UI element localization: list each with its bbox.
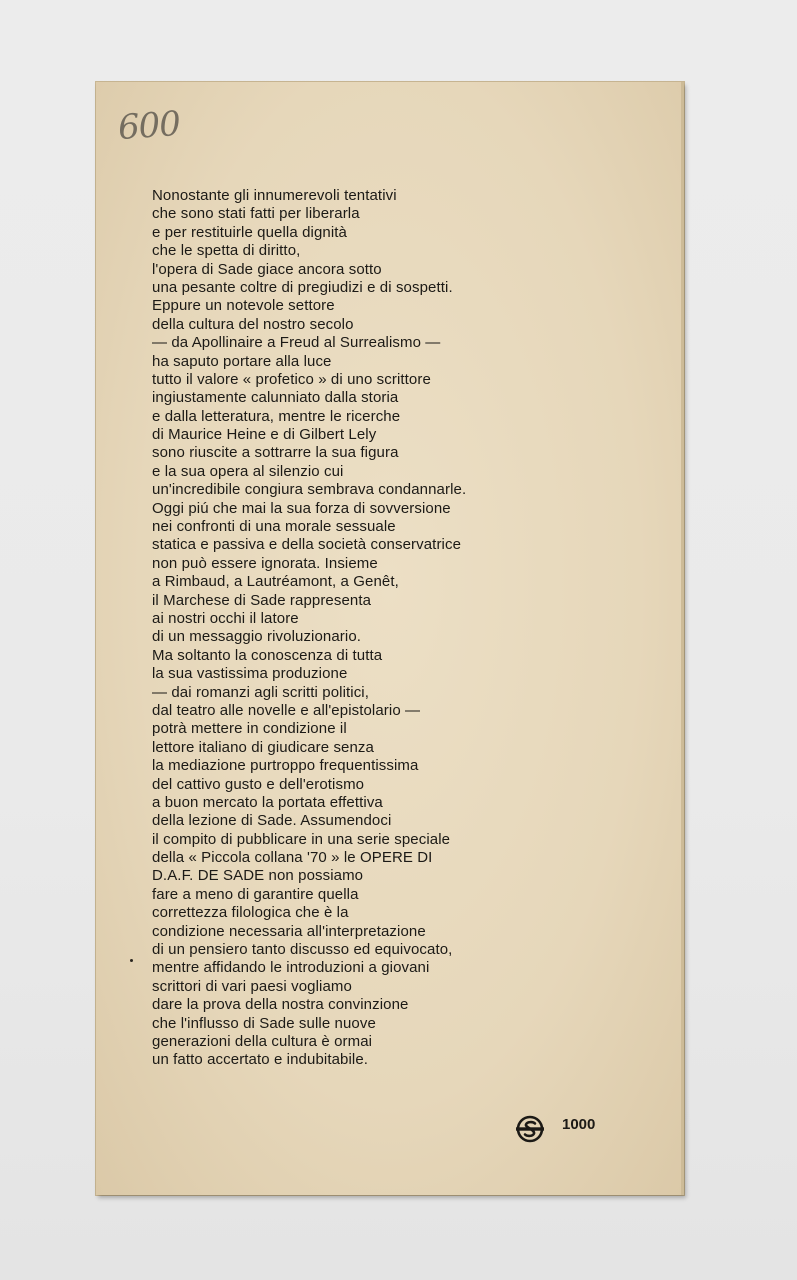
blurb-line: fare a meno di garantire quella: [152, 885, 359, 903]
blurb-line: la mediazione purtroppo frequentissima: [152, 757, 419, 775]
blurb-line: della cultura del nostro secolo: [152, 315, 354, 333]
blurb-line: e dalla letteratura, mentre le ricerche: [152, 407, 401, 425]
blurb-line: generazioni della cultura è ormai: [152, 1032, 373, 1050]
publisher-logo-icon: [516, 1115, 544, 1143]
blurb-line: l'opera di Sade giace ancora sotto: [152, 260, 382, 278]
blurb-line: condizione necessaria all'interpretazione: [152, 922, 426, 940]
blurb-line: e la sua opera al silenzio cui: [152, 462, 344, 480]
handwritten-price-note: 600: [116, 103, 182, 149]
blurb-line: un fatto accertato e indubitabile.: [152, 1051, 369, 1069]
blurb-line: potrà mettere in condizione il: [152, 720, 347, 738]
blurb-line: del cattivo gusto e dell'erotismo: [152, 775, 365, 793]
blurb-line: e per restituirle quella dignità: [152, 223, 347, 241]
blurb-line: una pesante coltre di pregiudizi e di sospetti.: [152, 278, 453, 296]
blurb-line: che le spetta di diritto,: [152, 242, 301, 260]
back-cover-blurb: [152, 187, 622, 1070]
blurb-line: dal teatro alle novelle e all'epistolario —: [152, 701, 421, 719]
blurb-line: della « Piccola collana '70 » le OPERE DI: [152, 849, 433, 867]
blurb-line: ingiustamente calunniato dalla storia: [152, 389, 399, 407]
blurb-line: dare la prova della nostra convinzione: [152, 996, 409, 1014]
book-back-cover: [96, 82, 684, 1195]
ink-speck: [130, 959, 133, 962]
blurb-line: Oggi piú che mai la sua forza di sovversione: [152, 499, 451, 517]
blurb-line: della lezione di Sade. Assumendoci: [152, 812, 392, 830]
blurb-line: lettore italiano di giudicare senza: [152, 738, 374, 756]
blurb-line: statica e passiva e della società conservatrice: [152, 536, 462, 554]
blurb-line: il compito di pubblicare in una serie speciale: [152, 830, 451, 848]
blurb-line: Nonostante gli innumerevoli tentativi: [152, 187, 397, 204]
blurb-line: un'incredibile congiura sembrava condannarle.: [152, 481, 467, 499]
blurb-line: il Marchese di Sade rappresenta: [152, 591, 372, 609]
blurb-line: sono riuscite a sottrarre la sua figura: [152, 444, 399, 462]
blurb-line: a buon mercato la portata effettiva: [152, 793, 383, 811]
blurb-line: correttezza filologica che è la: [152, 904, 349, 922]
blurb-line: scrittori di vari paesi vogliamo: [152, 977, 352, 995]
blurb-line: ha saputo portare alla luce: [152, 352, 332, 370]
blurb-line: D.A.F. DE SADE non possiamo: [152, 867, 364, 885]
blurb-line: che sono stati fatti per liberarla: [152, 205, 360, 223]
blurb-line: — dai romanzi agli scritti politici,: [152, 683, 369, 701]
blurb-line: che l'influsso di Sade sulle nuove: [152, 1014, 376, 1032]
blurb-line: a Rimbaud, a Lautréamont, a Genêt,: [152, 573, 399, 591]
blurb-line: ai nostri occhi il latore: [152, 609, 299, 627]
blurb-line: di Maurice Heine e di Gilbert Lely: [152, 426, 377, 444]
price-label: 1000: [562, 1116, 596, 1133]
blurb-line: — da Apollinaire a Freud al Surrealismo —: [152, 334, 441, 352]
blurb-line: nei confronti di una morale sessuale: [152, 518, 396, 536]
blurb-line: tutto il valore « profetico » di uno scrittore: [152, 370, 431, 388]
blurb-line: di un pensiero tanto discusso ed equivocato,: [152, 941, 453, 959]
blurb-line: Eppure un notevole settore: [152, 297, 335, 315]
blurb-line: Ma soltanto la conoscenza di tutta: [152, 646, 383, 664]
blurb-line: la sua vastissima produzione: [152, 665, 348, 683]
blurb-line: mentre affidando le introduzioni a giovani: [152, 959, 430, 977]
blurb-line: di un messaggio rivoluzionario.: [152, 628, 362, 646]
blurb-line: non può essere ignorata. Insieme: [152, 554, 378, 572]
